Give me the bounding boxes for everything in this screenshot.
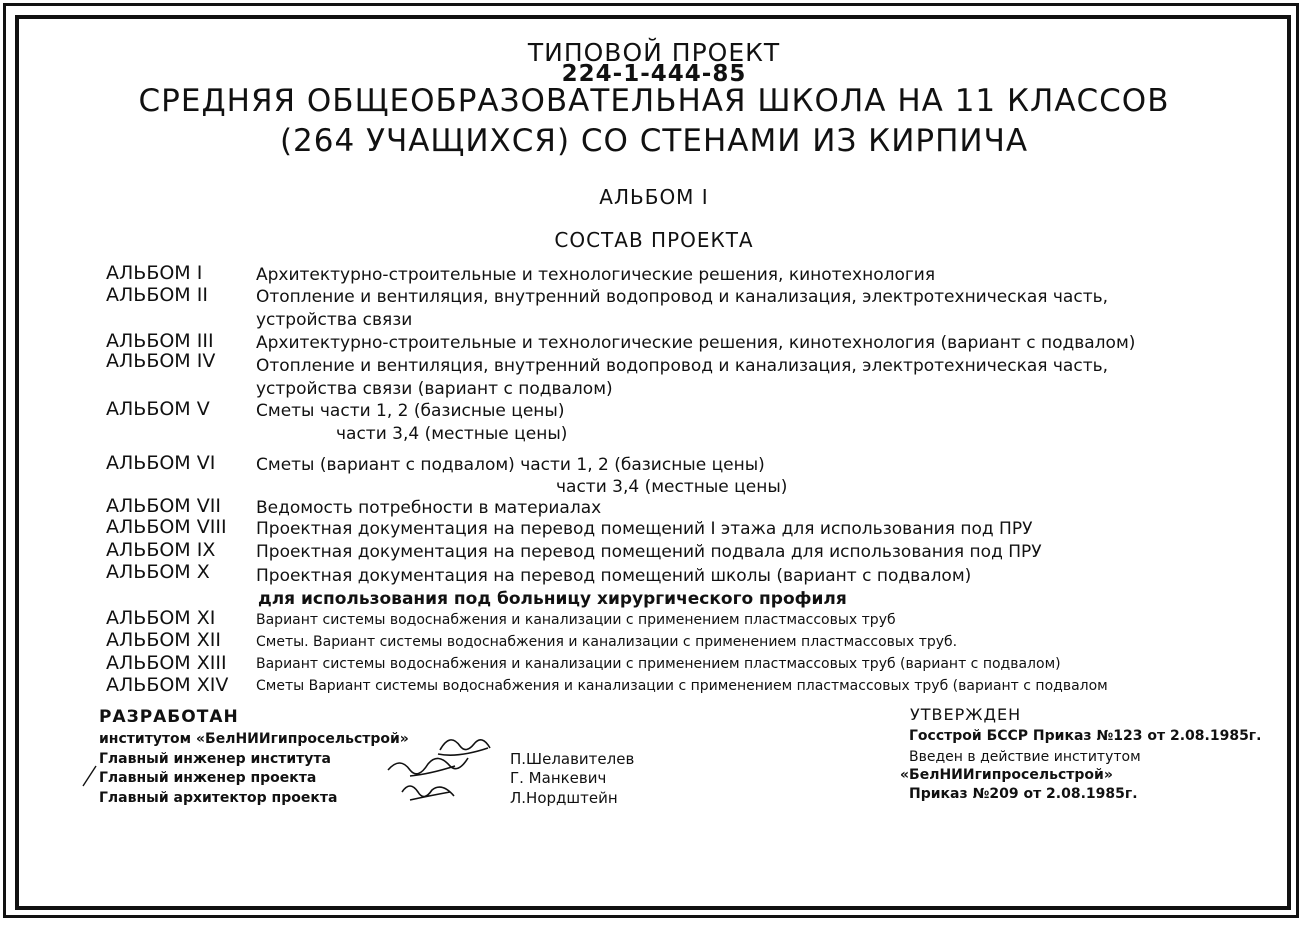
album-desc: части 3,4 (местные цены) <box>556 477 788 497</box>
album-label: АЛЬБОМ VIII <box>106 516 227 538</box>
approved-order: Госстрой БССР Приказ №123 от 2.08.1985г. <box>909 728 1262 744</box>
role-chief-engineer-project: Главный инженер проекта <box>99 770 317 786</box>
name-mankevich: Г. Манкевич <box>510 769 607 787</box>
album-desc: Вариант системы водоснабжения и канализации с применением пластмассовых труб (вариант с подвалом) <box>256 656 1061 672</box>
album-desc: для использования под больницу хирургического профиля <box>258 589 847 609</box>
album-label: АЛЬБОМ IV <box>106 350 216 372</box>
album-desc: Проектная документация на перевод помещений школы (вариант с подвалом) <box>256 566 972 586</box>
album-label: АЛЬБОМ XIII <box>106 652 227 674</box>
album-desc: Проектная документация на перевод помещений I этажа для использования под ПРУ <box>256 519 1033 539</box>
developer-institute: институтом «БелНИИгипросельстрой» <box>99 731 409 747</box>
album-label: АЛЬБОМ XI <box>106 607 216 629</box>
album-label: АЛЬБОМ II <box>106 284 208 306</box>
album-label: АЛЬБОМ V <box>106 398 210 420</box>
album-label: АЛЬБОМ XIV <box>106 674 229 696</box>
album-desc: Проектная документация на перевод помещений подвала для использования под ПРУ <box>256 542 1042 562</box>
title-line-2: (264 УЧАЩИХСЯ) СО СТЕНАМИ ИЗ КИРПИЧА <box>279 123 1029 159</box>
approved-heading: УТВЕРЖДЕН <box>910 705 1022 724</box>
approved-enacted: Введен в действие институтом <box>909 749 1141 765</box>
album-desc: части 3,4 (местные цены) <box>336 424 568 444</box>
album-label: АЛЬБОМ IX <box>106 539 216 561</box>
project-number: 224-1-444-85 <box>561 61 747 87</box>
name-nordshtein: Л.Нордштейн <box>510 789 618 807</box>
album-desc: Отопление и вентиляция, внутренний водопровод и канализация, электротехническая часть, <box>256 356 1109 376</box>
album-label: АЛЬБОМ VII <box>106 495 221 517</box>
contents-heading: СОСТАВ ПРОЕКТА <box>554 228 754 252</box>
title-line-1: СРЕДНЯЯ ОБЩЕОБРАЗОВАТЕЛЬНАЯ ШКОЛА НА 11 КЛАССОВ <box>138 83 1170 119</box>
album-label: АЛЬБОМ III <box>106 330 214 352</box>
album-desc: Архитектурно-строительные и технологические решения, кинотехнология <box>256 265 936 285</box>
role-chief-architect: Главный архитектор проекта <box>99 790 338 806</box>
album-label: АЛЬБОМ X <box>106 561 210 583</box>
album-desc: Архитектурно-строительные и технологические решения, кинотехнология (вариант с подвалом) <box>256 333 1136 353</box>
album-desc: Отопление и вентиляция, внутренний водопровод и канализация, электротехническая часть, <box>256 287 1109 307</box>
check-mark <box>80 764 100 788</box>
role-chief-engineer-institute: Главный инженер института <box>99 751 331 767</box>
developed-heading: РАЗРАБОТАН <box>99 707 239 727</box>
album-desc: устройства связи (вариант с подвалом) <box>256 379 613 399</box>
album-number: АЛЬБОМ I <box>599 185 709 209</box>
album-desc: Сметы Вариант системы водоснабжения и канализации с применением пластмассовых труб (вариант с подвалом <box>256 678 1108 694</box>
album-desc: устройства связи <box>256 310 413 330</box>
album-desc: Сметы части 1, 2 (базисные цены) <box>256 401 565 421</box>
name-shelavitelev: П.Шелавителев <box>510 750 635 768</box>
approved-enact-order: Приказ №209 от 2.08.1985г. <box>909 786 1138 802</box>
approved-institute: «БелНИИгипросельстрой» <box>900 767 1113 783</box>
album-desc: Сметы. Вариант системы водоснабжения и канализации с применением пластмассовых труб. <box>256 634 958 650</box>
album-label: АЛЬБОМ VI <box>106 452 216 474</box>
album-desc: Вариант системы водоснабжения и канализации с применением пластмассовых труб <box>256 612 896 628</box>
album-label: АЛЬБОМ XII <box>106 629 221 651</box>
doc-type-label: ТИПОВОЙ ПРОЕКТ <box>527 38 781 67</box>
album-desc: Сметы (вариант с подвалом) части 1, 2 (базисные цены) <box>256 455 765 475</box>
album-label: АЛЬБОМ I <box>106 262 203 284</box>
signatures-mark <box>380 728 510 808</box>
album-desc: Ведомость потребности в материалах <box>256 498 602 518</box>
